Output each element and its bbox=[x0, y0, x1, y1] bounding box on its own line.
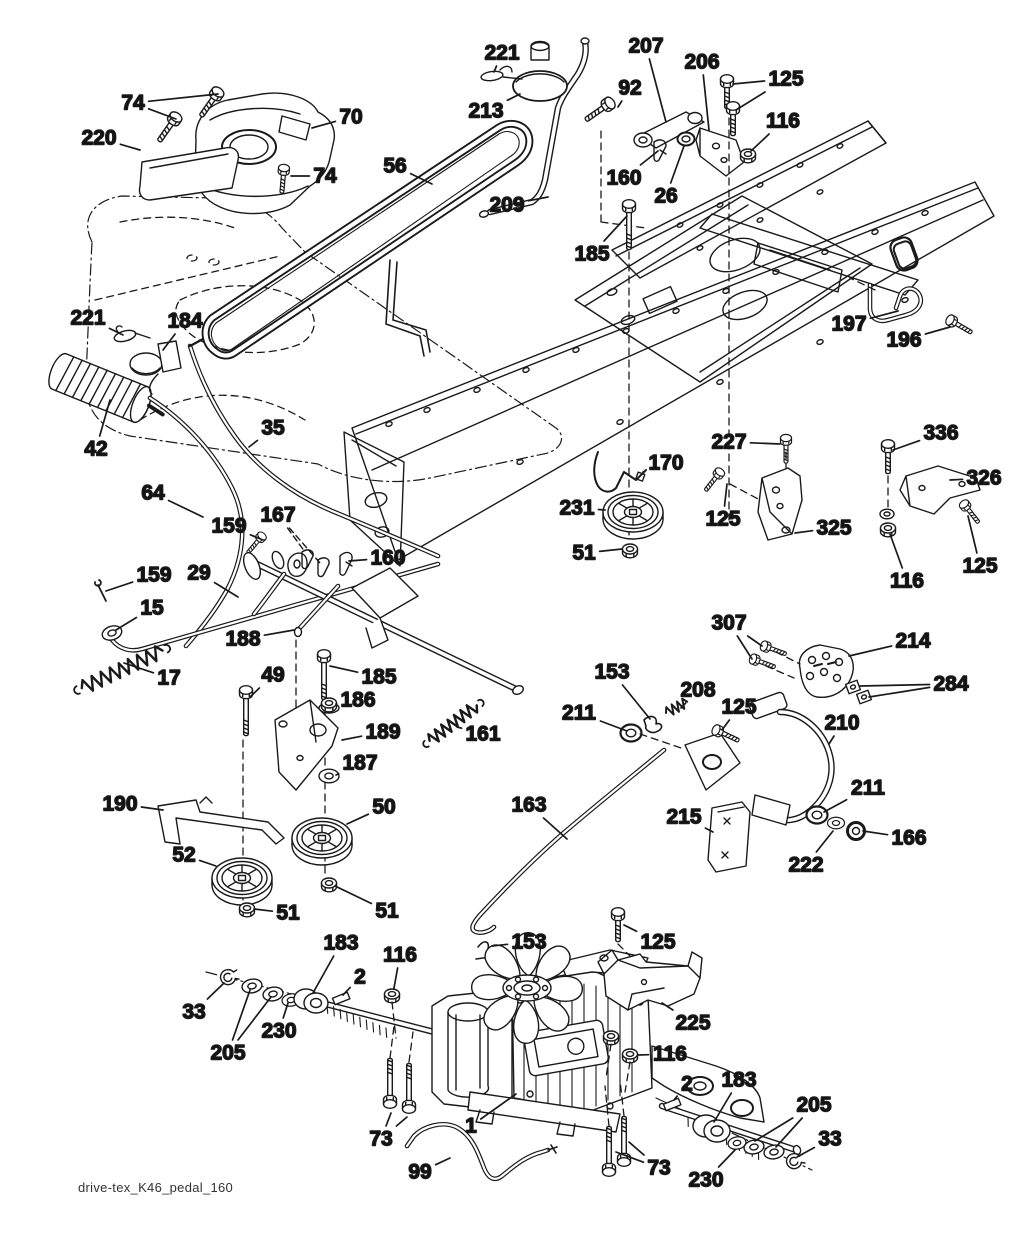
part-label-211: 211 bbox=[562, 701, 596, 725]
part-label-221: 221 bbox=[70, 306, 106, 330]
leader-line-185 bbox=[604, 216, 627, 241]
leader-line-227 bbox=[750, 443, 780, 444]
part-label-42: 42 bbox=[84, 437, 108, 461]
washer-187 bbox=[319, 769, 339, 783]
part-label-73: 73 bbox=[647, 1156, 671, 1180]
washer-205 bbox=[262, 986, 284, 1003]
part-label-225: 225 bbox=[675, 1011, 711, 1035]
leader-line-213 bbox=[507, 94, 520, 100]
part-label-15: 15 bbox=[140, 596, 164, 620]
part-label-51: 51 bbox=[572, 541, 596, 565]
pin-167 bbox=[318, 558, 329, 577]
part-label-33: 33 bbox=[818, 1127, 842, 1151]
part-label-92: 92 bbox=[618, 76, 642, 100]
leader-line-125 bbox=[722, 720, 729, 730]
bolt-125 bbox=[612, 908, 625, 942]
part-label-284: 284 bbox=[933, 672, 969, 696]
keeper-160-left bbox=[340, 552, 352, 575]
bushing-211 bbox=[621, 725, 642, 742]
bolt-73 bbox=[403, 1063, 416, 1113]
part-label-161: 161 bbox=[465, 722, 501, 746]
part-label-211: 211 bbox=[851, 776, 885, 800]
part-label-184: 184 bbox=[167, 309, 203, 333]
leader-line-336 bbox=[893, 441, 920, 450]
part-label-167: 167 bbox=[260, 503, 296, 527]
bracket-190 bbox=[158, 797, 284, 844]
part-label-231: 231 bbox=[559, 496, 595, 520]
part-label-197: 197 bbox=[831, 312, 867, 336]
part-label-185: 185 bbox=[574, 242, 610, 266]
part-label-56: 56 bbox=[383, 154, 407, 178]
washer-166 bbox=[848, 823, 865, 840]
part-label-52: 52 bbox=[172, 843, 196, 867]
leader-line-188 bbox=[264, 630, 294, 635]
part-label-159: 159 bbox=[211, 514, 247, 538]
part-label-187: 187 bbox=[342, 751, 378, 775]
bolt-336 bbox=[882, 440, 895, 474]
leader-line-125 bbox=[624, 925, 637, 931]
pedal-pad-214 bbox=[799, 645, 853, 697]
leader-line-153 bbox=[623, 685, 651, 719]
part-label-206: 206 bbox=[684, 50, 720, 74]
part-label-160: 160 bbox=[370, 546, 406, 570]
part-label-230: 230 bbox=[261, 1019, 297, 1043]
leader-line-210 bbox=[829, 736, 834, 744]
leader-line-116 bbox=[394, 968, 398, 988]
part-label-189: 189 bbox=[365, 720, 401, 744]
part-label-186: 186 bbox=[340, 688, 376, 712]
part-label-215: 215 bbox=[666, 805, 702, 829]
pulley-231 bbox=[603, 492, 663, 539]
part-label-26: 26 bbox=[654, 184, 678, 208]
bolt-185 bbox=[318, 650, 331, 700]
washer-222 bbox=[828, 817, 845, 829]
leader-line-99 bbox=[436, 1158, 450, 1165]
part-label-222: 222 bbox=[788, 853, 824, 877]
nut-51 bbox=[623, 544, 638, 558]
bolt-73 bbox=[603, 1126, 616, 1176]
leader-line-230 bbox=[719, 1150, 735, 1167]
part-label-196: 196 bbox=[886, 328, 922, 352]
leader-line-185 bbox=[330, 666, 358, 672]
part-label-160: 160 bbox=[606, 166, 642, 190]
leader-line-51 bbox=[335, 886, 371, 904]
nut-116 bbox=[623, 1049, 638, 1063]
leader-line-220 bbox=[120, 144, 140, 150]
pulley-52 bbox=[212, 858, 272, 905]
bolt-74 bbox=[154, 110, 184, 145]
leader-line-26 bbox=[671, 146, 684, 183]
leader-line-125 bbox=[725, 484, 728, 506]
bolt-92 bbox=[582, 95, 617, 125]
part-label-125: 125 bbox=[640, 930, 676, 954]
ring-clip-33 bbox=[221, 970, 239, 985]
part-label-214: 214 bbox=[895, 629, 931, 653]
leader-line-161 bbox=[457, 727, 462, 728]
nut-51 bbox=[240, 903, 255, 917]
cotter-pin-159 bbox=[95, 580, 106, 601]
part-label-116: 116 bbox=[766, 109, 800, 133]
part-label-116: 116 bbox=[890, 569, 924, 593]
rod-163 bbox=[473, 750, 664, 933]
leader-line-222 bbox=[816, 831, 833, 852]
part-label-125: 125 bbox=[721, 695, 757, 719]
spacer-26 bbox=[678, 133, 695, 146]
part-label-325: 325 bbox=[816, 516, 852, 540]
screw-125 bbox=[701, 466, 726, 494]
leader-line-307 bbox=[737, 636, 752, 659]
leader-line-52 bbox=[200, 860, 216, 866]
leader-line-325 bbox=[795, 531, 813, 533]
part-label-227: 227 bbox=[711, 430, 747, 454]
part-label-220: 220 bbox=[81, 126, 117, 150]
bolt-73 bbox=[384, 1058, 397, 1108]
clip-153 bbox=[644, 717, 662, 733]
leader-line-160 bbox=[640, 151, 658, 165]
dashed-body-outline bbox=[86, 193, 562, 482]
leader-line-207 bbox=[649, 59, 666, 122]
leader-line-183 bbox=[313, 956, 334, 993]
nut-116 bbox=[881, 523, 896, 537]
leader-line-307 bbox=[748, 636, 762, 646]
part-label-207: 207 bbox=[628, 34, 664, 58]
part-label-221: 221 bbox=[484, 41, 520, 65]
part-label-73: 73 bbox=[369, 1127, 393, 1151]
part-label-64: 64 bbox=[141, 481, 165, 505]
leader-line-189 bbox=[342, 736, 362, 740]
part-label-190: 190 bbox=[102, 792, 138, 816]
part-label-51: 51 bbox=[276, 901, 300, 925]
part-label-210: 210 bbox=[824, 711, 860, 735]
leader-line-116 bbox=[751, 134, 769, 151]
washer-205 bbox=[241, 978, 263, 995]
bushing-211 bbox=[807, 807, 828, 824]
part-label-33: 33 bbox=[182, 1000, 206, 1024]
belt-guide-170 bbox=[594, 452, 646, 492]
part-label-188: 188 bbox=[225, 627, 261, 651]
leader-line-73 bbox=[629, 1142, 644, 1155]
nut-116 bbox=[385, 989, 400, 1003]
part-label-2: 2 bbox=[681, 1072, 693, 1096]
leader-line-170 bbox=[643, 471, 645, 472]
part-label-70: 70 bbox=[339, 105, 363, 129]
part-label-35: 35 bbox=[261, 416, 285, 440]
leader-line-196 bbox=[925, 327, 950, 334]
part-label-49: 49 bbox=[261, 663, 285, 687]
drawing-code: drive-tex_K46_pedal_160 bbox=[78, 1180, 234, 1195]
leader-line-116 bbox=[890, 534, 902, 568]
leader-line-284 bbox=[860, 685, 930, 687]
bolt-49 bbox=[240, 686, 253, 736]
bolt-307 bbox=[759, 640, 788, 659]
leader-line-51 bbox=[254, 909, 272, 911]
part-label-50: 50 bbox=[372, 795, 396, 819]
bushing-183 bbox=[693, 1115, 730, 1142]
leader-line-35 bbox=[249, 440, 257, 447]
pulley-50 bbox=[292, 818, 352, 865]
leader-line-64 bbox=[169, 501, 203, 518]
leader-line-125 bbox=[733, 81, 765, 84]
bushing-183 bbox=[294, 989, 328, 1013]
leader-line-159 bbox=[106, 582, 133, 591]
leader-line-205 bbox=[233, 990, 251, 1040]
leader-line-167 bbox=[288, 528, 306, 552]
leader-line-51 bbox=[600, 549, 622, 551]
ring-clip-33 bbox=[787, 1154, 805, 1169]
leader-line-74 bbox=[149, 94, 218, 101]
washer-15 bbox=[100, 623, 123, 642]
key-2 bbox=[332, 992, 349, 1004]
leader-line-50 bbox=[347, 814, 368, 824]
nut-116 bbox=[604, 1031, 619, 1045]
washer-336 bbox=[880, 509, 894, 519]
part-label-213: 213 bbox=[468, 99, 504, 123]
clip-221-left bbox=[113, 326, 150, 344]
part-label-205: 205 bbox=[210, 1041, 246, 1065]
part-label-125: 125 bbox=[768, 67, 804, 91]
part-label-307: 307 bbox=[711, 611, 747, 635]
leader-line-166 bbox=[863, 831, 888, 835]
leader-line-231 bbox=[598, 510, 605, 511]
part-label-170: 170 bbox=[648, 451, 684, 475]
part-label-209: 209 bbox=[489, 193, 525, 217]
leader-line-284 bbox=[869, 687, 930, 697]
leader-line-211 bbox=[824, 800, 847, 812]
leader-line-326 bbox=[950, 479, 963, 480]
part-label-74: 74 bbox=[121, 91, 145, 115]
cover-215 bbox=[708, 802, 750, 872]
part-label-125: 125 bbox=[705, 507, 741, 531]
leader-line-211 bbox=[600, 721, 627, 731]
leader-line-73 bbox=[386, 1113, 391, 1126]
part-label-116: 116 bbox=[653, 1042, 687, 1066]
part-label-125: 125 bbox=[962, 554, 998, 578]
part-label-116: 116 bbox=[383, 943, 417, 967]
part-label-153: 153 bbox=[511, 930, 547, 954]
part-label-99: 99 bbox=[408, 1160, 432, 1184]
leader-line-125 bbox=[736, 92, 765, 110]
part-label-166: 166 bbox=[891, 826, 927, 850]
part-label-208: 208 bbox=[680, 678, 716, 702]
flange-nut-186 bbox=[319, 698, 339, 713]
part-label-326: 326 bbox=[966, 466, 1002, 490]
leader-line-92 bbox=[618, 101, 622, 107]
part-label-205: 205 bbox=[796, 1093, 832, 1117]
knob-213 bbox=[513, 42, 567, 102]
leader-line-15 bbox=[116, 618, 136, 631]
bolt-196 bbox=[944, 313, 974, 337]
part-label-183: 183 bbox=[721, 1068, 757, 1092]
nut-116 bbox=[741, 149, 756, 163]
part-label-159: 159 bbox=[136, 563, 172, 587]
part-label-51: 51 bbox=[375, 899, 399, 923]
part-label-29: 29 bbox=[187, 561, 211, 585]
leader-line-33 bbox=[207, 983, 224, 999]
part-label-17: 17 bbox=[157, 666, 181, 690]
part-label-163: 163 bbox=[511, 793, 547, 817]
leader-line-187 bbox=[336, 774, 339, 775]
leader-line-163 bbox=[544, 818, 568, 839]
part-label-153: 153 bbox=[594, 660, 630, 684]
bracket-206 bbox=[696, 128, 744, 176]
part-label-230: 230 bbox=[688, 1168, 724, 1192]
part-label-336: 336 bbox=[923, 421, 959, 445]
leader-line-205 bbox=[776, 1118, 802, 1147]
part-label-1: 1 bbox=[465, 1114, 477, 1138]
leader-line-214 bbox=[849, 646, 892, 656]
part-label-74: 74 bbox=[313, 164, 337, 188]
part-label-183: 183 bbox=[323, 931, 359, 955]
nut-51 bbox=[322, 878, 337, 892]
part-label-2: 2 bbox=[354, 965, 366, 989]
part-label-185: 185 bbox=[361, 665, 397, 689]
leader-line-73 bbox=[396, 1117, 407, 1126]
